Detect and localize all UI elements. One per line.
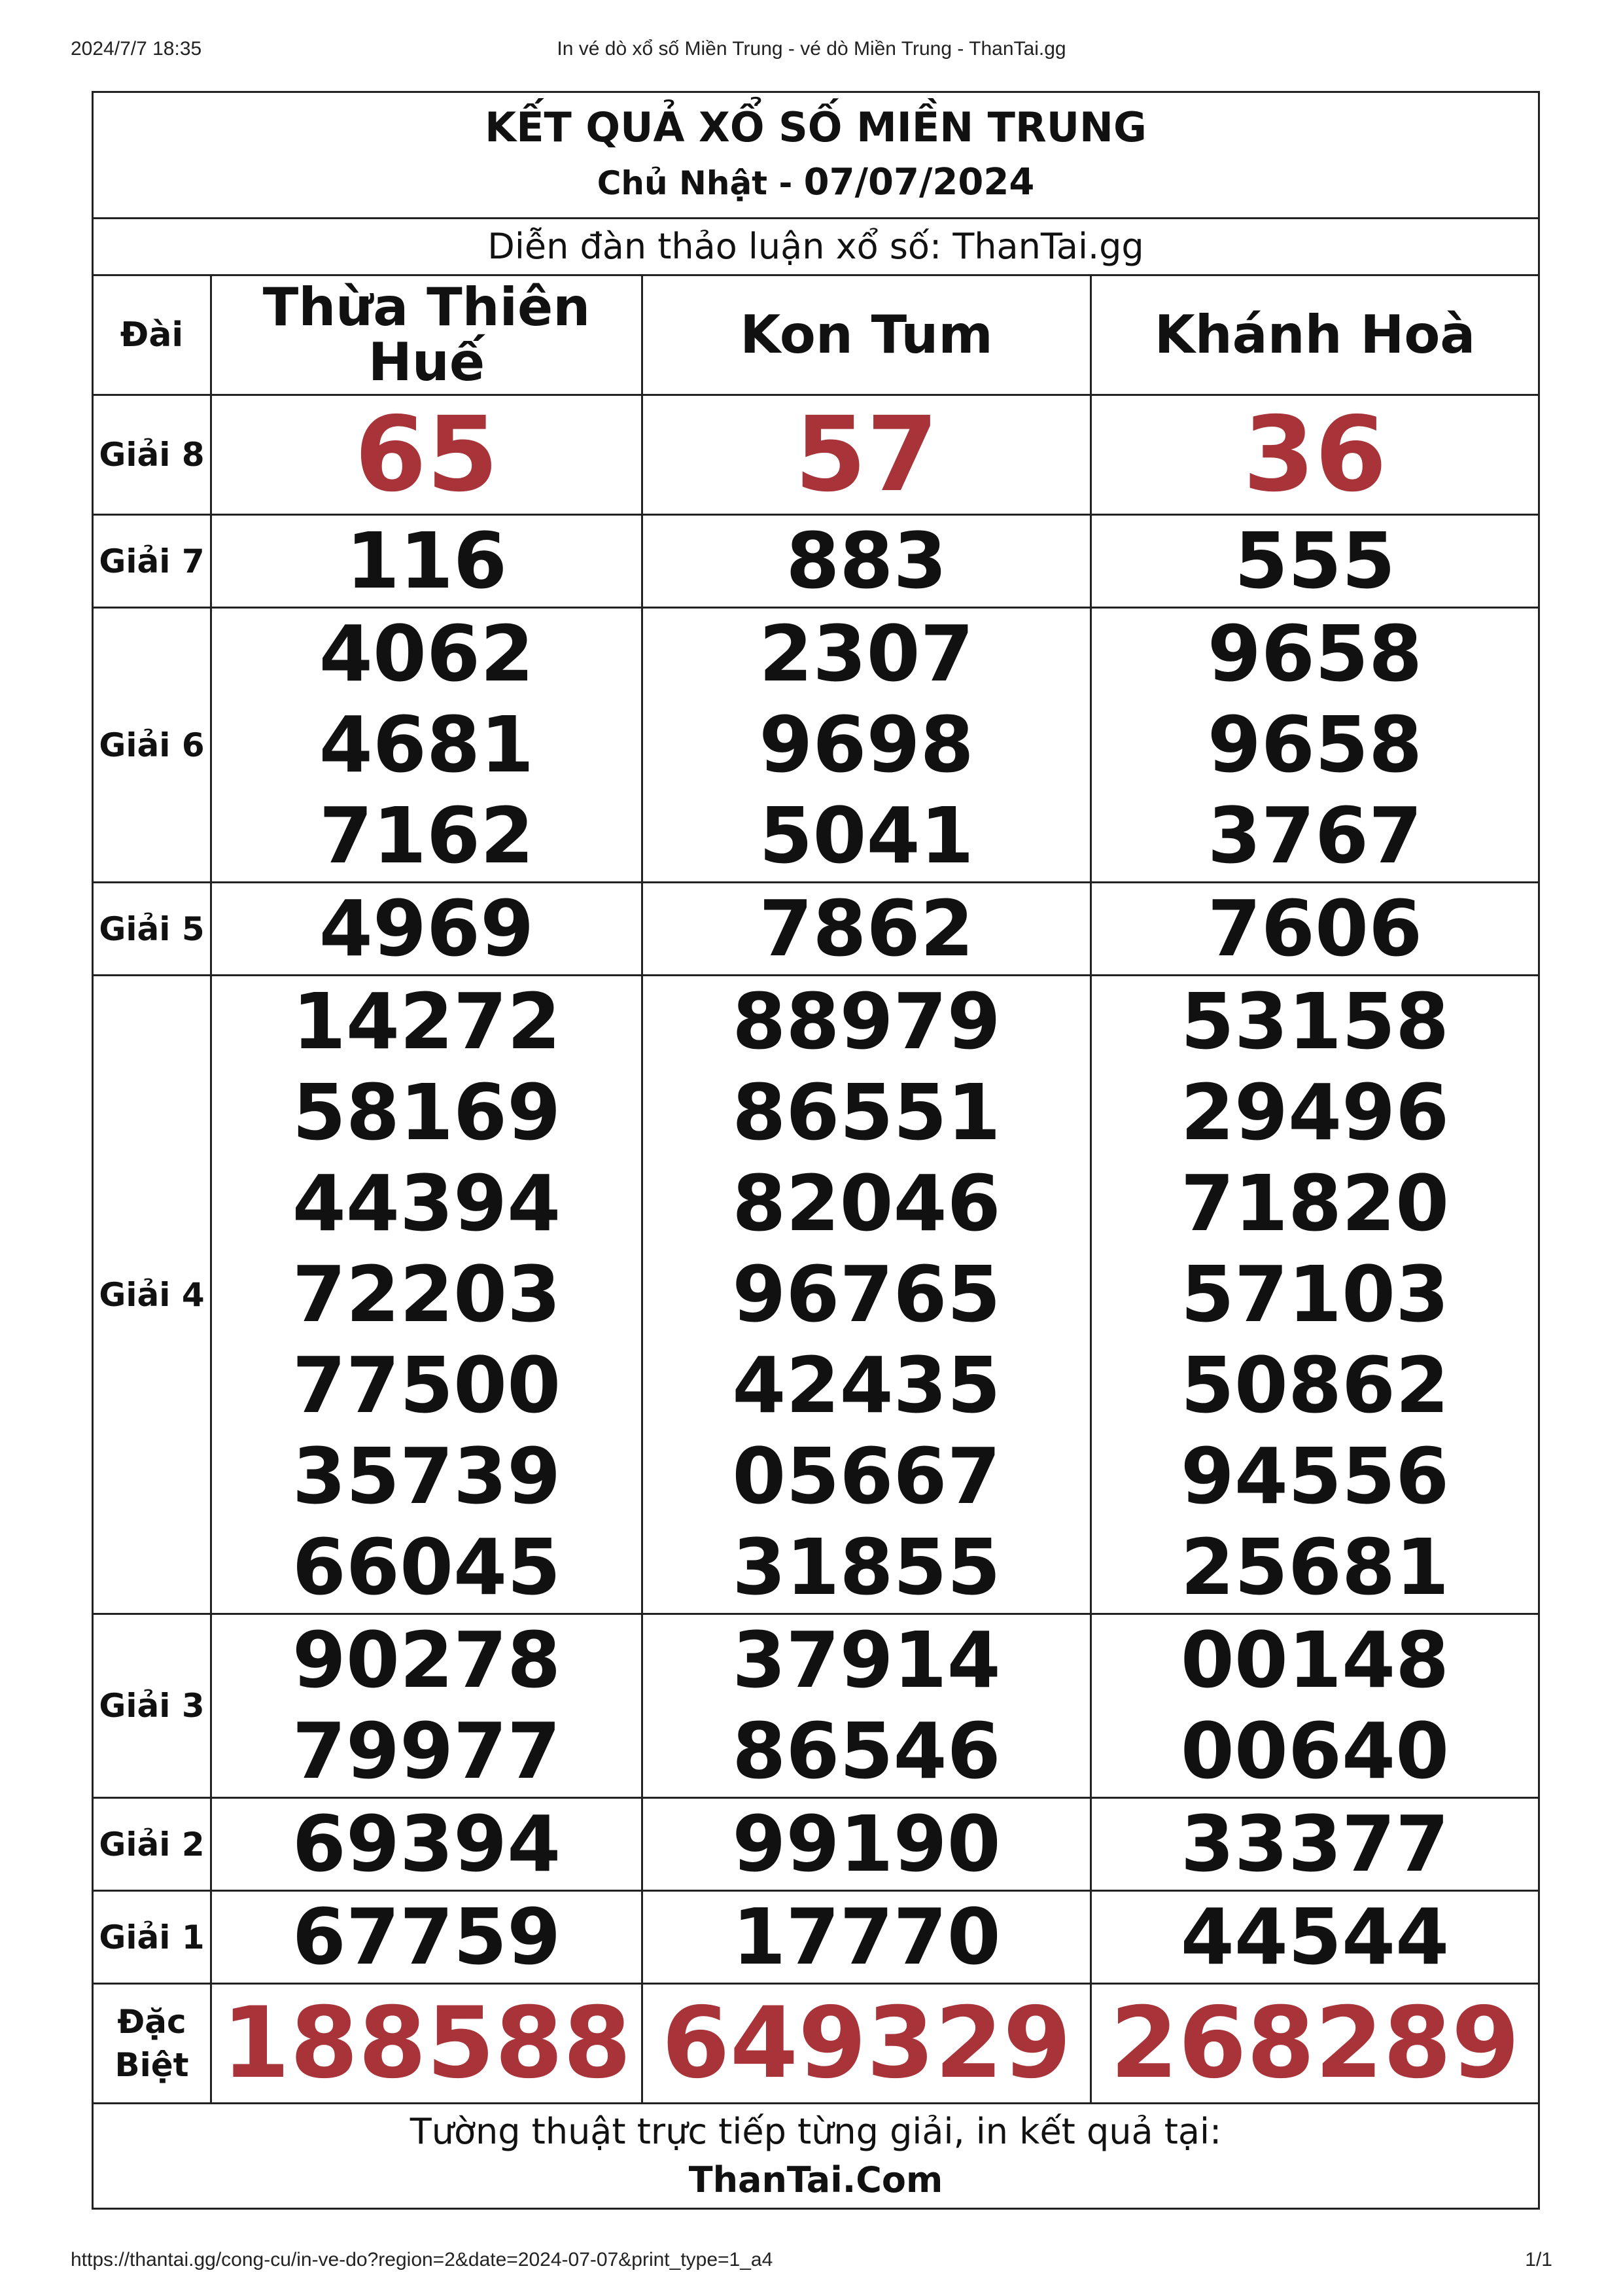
prize-cell: [642, 1891, 1091, 1984]
prize-rows: [93, 395, 1539, 1984]
prize-number: 71820: [1180, 1158, 1450, 1248]
prize-number: 4681: [319, 699, 534, 790]
prize-label: Giải 8: [93, 395, 211, 515]
prize-number: 77500: [292, 1340, 561, 1430]
prize-number: 883: [786, 516, 947, 606]
ticket-title-cell: [93, 92, 1539, 219]
prize-number: 65: [355, 395, 498, 515]
prize-cell: [1091, 608, 1539, 883]
prize-number: 00148: [1180, 1615, 1450, 1705]
prize-label: Giải 6: [93, 608, 211, 883]
prize-cell: [1091, 883, 1539, 976]
prize-cell: [642, 1798, 1091, 1891]
prize-number: 50862: [1180, 1340, 1450, 1430]
province-header: [211, 275, 642, 395]
prize-cell: [211, 608, 642, 883]
ticket-title: KẾT QUẢ XỔ SỐ MIỀN TRUNG: [485, 103, 1147, 151]
prize-cell: [1091, 1891, 1539, 1984]
prize-number: 53158: [1180, 976, 1450, 1067]
prize-number: 00640: [1180, 1706, 1450, 1796]
prize-cell: [1091, 515, 1539, 608]
prize-number: 57: [794, 395, 939, 515]
prize-number: 44544: [1180, 1892, 1450, 1982]
prize-number: 86551: [732, 1067, 1001, 1157]
prize-number: 25681: [1180, 1522, 1450, 1612]
prize-row: [93, 1614, 1539, 1798]
prize-row: [93, 1798, 1539, 1891]
footer-site: ThanTai.Com: [688, 2159, 943, 2200]
results-ticket: [92, 91, 1540, 2210]
ticket-date-line: [94, 155, 1538, 211]
prize-number: 35739: [292, 1431, 561, 1521]
ticket-footer: [93, 2104, 1539, 2209]
prize-cell: [211, 883, 642, 976]
province-header: [642, 275, 1091, 395]
prize-number: 05667: [732, 1431, 1001, 1521]
print-url: https://thantai.gg/cong-cu/in-ve-do?region=2&date=2024-07-07&print_type=1_a4: [71, 2249, 773, 2270]
province-name: Kon Tum: [740, 304, 993, 365]
province-header: [1091, 275, 1539, 395]
special-number: 188588: [221, 1987, 632, 2100]
print-header: [0, 38, 1623, 64]
prize-number: 99190: [732, 1799, 1001, 1889]
prize-cell: [642, 883, 1091, 976]
prize-number: 44394: [292, 1158, 561, 1248]
dai-label: Đài: [93, 275, 211, 395]
prize-cell: [1091, 976, 1539, 1614]
prize-row: [93, 515, 1539, 608]
prize-number: 3767: [1207, 790, 1423, 881]
prize-number: 88979: [732, 976, 1001, 1067]
prize-number: 67759: [292, 1892, 561, 1982]
special-prize-cell: [642, 1984, 1091, 2104]
prize-number: 17770: [732, 1892, 1001, 1982]
prize-number: 57103: [1180, 1249, 1450, 1339]
print-footer: [0, 2249, 1623, 2275]
prize-cell: [211, 1614, 642, 1798]
prize-cell: [211, 1798, 642, 1891]
special-prize-row: [93, 1984, 1539, 2104]
prize-row: [93, 976, 1539, 1614]
prize-cell: [1091, 395, 1539, 515]
special-prize-cell: [1091, 1984, 1539, 2104]
prize-cell: [1091, 1798, 1539, 1891]
prize-number: 72203: [292, 1249, 561, 1339]
print-datetime: 2024/7/7 18:35: [71, 38, 202, 60]
prize-label: Giải 1: [93, 1891, 211, 1984]
print-page-number: 1/1: [1525, 2249, 1552, 2270]
prize-number: 14272: [292, 976, 561, 1067]
special-label-line: Đặc: [117, 2003, 186, 2041]
prize-number: 7162: [319, 790, 534, 881]
prize-number: 36: [1243, 395, 1387, 515]
prize-number: 90278: [292, 1615, 561, 1705]
prize-number: 555: [1234, 516, 1396, 606]
prize-label: Giải 5: [93, 883, 211, 976]
prize-number: 69394: [292, 1799, 561, 1889]
prize-number: 96765: [732, 1249, 1001, 1339]
prize-cell: [642, 395, 1091, 515]
prize-label: Giải 4: [93, 976, 211, 1614]
prize-number: 7606: [1207, 883, 1423, 974]
prize-label: Giải 3: [93, 1614, 211, 1798]
prize-number: 7862: [759, 883, 974, 974]
prize-cell: [642, 608, 1091, 883]
ticket-date: 07/07/2024: [803, 160, 1035, 203]
prize-number: 82046: [732, 1158, 1001, 1248]
prize-cell: [211, 515, 642, 608]
prize-cell: [1091, 1614, 1539, 1798]
prize-number: 58169: [292, 1067, 561, 1157]
prize-number: 42435: [732, 1340, 1001, 1430]
prize-number: 37914: [732, 1615, 1001, 1705]
prize-row: [93, 883, 1539, 976]
prize-row: [93, 608, 1539, 883]
prize-number: 79977: [292, 1706, 561, 1796]
prize-number: 31855: [732, 1522, 1001, 1612]
special-prize-label: [93, 1984, 211, 2104]
prize-number: 33377: [1180, 1799, 1450, 1889]
prize-cell: [211, 395, 642, 515]
prize-number: 9658: [1207, 699, 1423, 790]
prize-number: 29496: [1180, 1067, 1450, 1157]
province-name: Thừa Thiên Huế: [262, 277, 591, 393]
prize-label: Giải 2: [93, 1798, 211, 1891]
prize-number: 66045: [292, 1522, 561, 1612]
special-prize-cell: [211, 1984, 642, 2104]
footer-text: Tường thuật trực tiếp từng giải, in kết quả tại:: [410, 2111, 1222, 2152]
prize-row: [93, 395, 1539, 515]
prize-cell: [642, 1614, 1091, 1798]
ticket-day: Chủ Nhật -: [597, 164, 804, 202]
province-header-row: [93, 275, 1539, 395]
prize-number: 86546: [732, 1706, 1001, 1796]
prize-number: 94556: [1180, 1431, 1450, 1521]
special-number: 268289: [1109, 1987, 1520, 2100]
prize-number: 5041: [759, 790, 974, 881]
prize-number: 9658: [1207, 609, 1423, 699]
forum-line: Diễn đàn thảo luận xổ số: ThanTai.gg: [93, 219, 1539, 275]
prize-number: 4969: [319, 883, 534, 974]
prize-number: 9698: [759, 699, 974, 790]
province-name: Khánh Hoà: [1154, 304, 1476, 365]
special-number: 649329: [661, 1987, 1072, 2100]
prize-number: 4062: [319, 609, 534, 699]
prize-cell: [642, 976, 1091, 1614]
prize-row: [93, 1891, 1539, 1984]
prize-cell: [211, 976, 642, 1614]
special-label-line: Biệt: [114, 2046, 189, 2084]
print-page-title: In vé dò xổ số Miền Trung - vé dò Miền Trung - ThanTai.gg: [557, 38, 1066, 60]
prize-cell: [642, 515, 1091, 608]
prize-number: 116: [345, 516, 508, 606]
prize-cell: [211, 1891, 642, 1984]
prize-number: 2307: [759, 609, 974, 699]
prize-label: Giải 7: [93, 515, 211, 608]
